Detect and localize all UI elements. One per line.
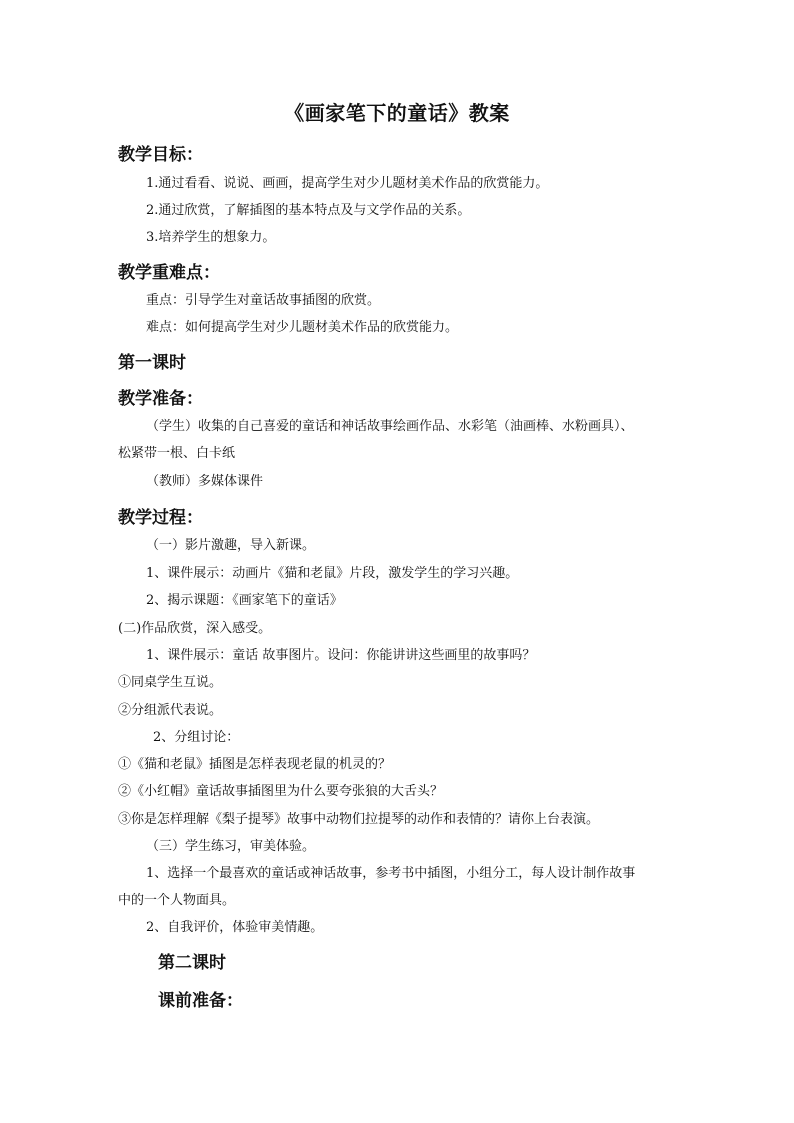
process-line: ②分组派代表说。 [118,703,223,718]
objective-item-2: 2.通过欣赏，了解插图的基本特点及与文学作品的关系。 [146,203,471,218]
process-line: (二)作品欣赏，深入感受。 [118,621,272,636]
preparation-teacher: （教师）多媒体课件 [146,474,264,489]
process-line: ①《猫和老鼠》插图是怎样表现老鼠的机灵的？ [118,757,392,772]
heading-lesson-2: 第二课时 [158,953,226,973]
process-line: 1、选择一个最喜欢的童话或神话故事，参考书中插图，小组分工，每人设计制作故事 [146,866,636,881]
process-line: （一）影片激趣，导入新课。 [146,538,316,553]
objective-item-3: 3.培养学生的想象力。 [146,230,276,245]
key-point-item: 重点：引导学生对童话故事插图的欣赏。 [146,293,381,308]
process-line: （三）学生练习，审美体验。 [146,839,316,854]
objective-item-1: 1.通过看看、说说、画画，提高学生对少儿题材美术作品的欣赏能力。 [146,176,549,191]
process-line: ③你是怎样理解《梨子提琴》故事中动物们拉提琴的动作和表情的？请你上台表演。 [118,812,600,827]
heading-pre-class: 课前准备： [158,991,243,1011]
process-line: 2、自我评价，体验审美情趣。 [146,920,324,935]
document-title: 《画家笔下的童话》教案 [284,101,510,125]
process-line: ②《小红帽》童话故事插图里为什么要夸张狼的大舌头？ [118,784,444,799]
process-line: 1、课件展示：动画片《猫和老鼠》片段，激发学生的学习兴趣。 [146,566,519,581]
process-line: 中的一个人物面具。 [118,893,236,908]
heading-key-points: 教学重难点： [118,263,220,283]
process-line: 1、课件展示：童话 故事图片。设问：你能讲讲这些画里的故事吗？ [146,648,536,663]
difficult-point-item: 难点：如何提高学生对少儿题材美术作品的欣赏能力。 [146,320,459,335]
process-line: 2、揭示课题：《画家笔下的童话》 [146,593,343,608]
process-line: ①同桌学生互说。 [118,675,223,690]
preparation-student-line-2: 松紧带一根、白卡纸 [118,446,236,461]
preparation-student-line-1: （学生）收集的自己喜爱的童话和神话故事绘画作品、水彩笔（油画棒、水粉画具）、 [146,419,634,434]
heading-objectives: 教学目标： [118,145,203,165]
process-line: 2、分组讨论： [153,730,240,745]
heading-preparation: 教学准备： [118,389,203,409]
heading-lesson-1: 第一课时 [118,353,186,373]
heading-process: 教学过程： [118,508,203,528]
